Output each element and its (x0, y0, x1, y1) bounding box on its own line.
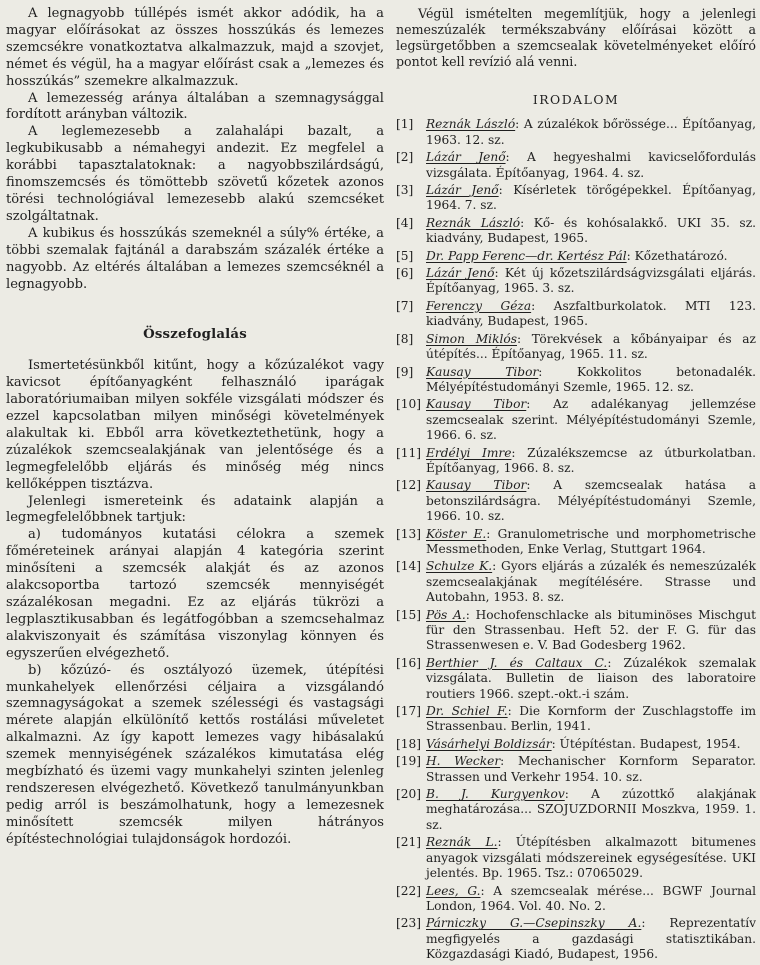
reference-item (396, 916, 756, 962)
reference-author: Lázár Jenő (426, 150, 506, 165)
reference-details: : Útépítésben alkalmazott bitumenes anyagok vizsgálati módszereinek egységesítése. UKI jelentés. Bp. 1965. Tsz.: 07065029. (426, 835, 756, 881)
reference-details: : Útépítéstan. Budapest, 1954. (551, 736, 741, 751)
reference-number: [20] (396, 787, 422, 802)
reference-item (396, 608, 756, 654)
reference-text (426, 365, 756, 396)
reference-item (396, 299, 756, 330)
reference-author: Berthier J. és Caltaux C. (426, 655, 608, 670)
reference-details: : A szemcsealak mérése... BGWF Journal London, 1964. Vol. 40. No. 2. (426, 883, 756, 913)
reference-text (426, 332, 756, 363)
reference-details: : Gyors eljárás a zúzalék és nemeszúzalék szemcsealakjának megítélésére. Strasse und Autobahn, 1953. 8. sz. (426, 559, 756, 605)
reference-text (426, 835, 756, 881)
reference-author: Kausay Tibor (426, 364, 539, 379)
reference-author: Schulze K. (426, 559, 493, 574)
left-column (6, 6, 384, 849)
reference-details: : A szemcsealak hatása a betonszilárdságra. Mélyépítéstudományi Szemle, 1966. 10. sz. (426, 478, 756, 524)
reference-details: : Hochofenschlacke als bituminöses Mischgut für den Strassenbau. Heft 52. der F. G. für das Strassenwesen e. V. Bad Godesberg 1962. (426, 607, 756, 653)
reference-item (396, 704, 756, 735)
reference-number: [18] (396, 736, 422, 751)
reference-item (396, 835, 756, 881)
reference-details: : Mechanischer Kornform Separator. Strassen und Verkehr 1954. 10. sz. (426, 754, 756, 784)
reference-text (426, 397, 756, 443)
reference-item (396, 737, 756, 752)
reference-author: Lázár Jenő (426, 266, 495, 281)
reference-item (396, 332, 756, 363)
reference-author: Dr. Schiel F. (426, 704, 508, 719)
reference-number: [7] (396, 298, 414, 313)
paragraph: Jelenlegi ismereteink és adataink alapján a legmegfelelőbbnek tartjuk: (6, 493, 384, 526)
paragraph: A lemezesség aránya általában a szemnagysággal fordított arányban változik. (6, 90, 384, 123)
reference-details: : Zúzalékszemcse az útburkolatban. Építőanyag, 1966. 8. sz. (426, 445, 757, 475)
reference-author: Ferenczy Géza (426, 298, 532, 313)
reference-text (426, 266, 756, 297)
reference-list (396, 117, 756, 962)
reference-author: Kausay Tibor (426, 478, 527, 493)
reference-details: : Az adalékanyag jellemzése szemcsealak szerint. Mélyépítéstudományi Szemle, 1966. 6. sz. (426, 397, 756, 443)
section-heading: Összefoglalás (143, 327, 247, 343)
reference-text (426, 704, 756, 735)
reference-text (426, 478, 756, 524)
reference-number: [17] (396, 704, 422, 719)
reference-text (426, 117, 756, 148)
reference-text (426, 446, 756, 477)
reference-item (396, 249, 756, 264)
reference-number: [8] (396, 331, 414, 346)
reference-author: Lázár Jenő (426, 183, 499, 198)
reference-item (396, 527, 756, 558)
reference-number: [6] (396, 266, 414, 281)
reference-text (426, 527, 756, 558)
paragraph: A kubikus és hosszúkás szemeknél a súly% értéke, a többi szemalak fajtánál a darabszám százalék értéke a nagyobb. Az eltérés általában a lemezes szemcséknél a legnagyobb. (6, 225, 384, 292)
reference-text (426, 916, 756, 962)
reference-item (396, 787, 756, 833)
reference-text (426, 884, 756, 915)
reference-text (426, 656, 756, 702)
reference-item (396, 397, 756, 443)
reference-author: Kausay Tibor (426, 397, 527, 412)
reference-number: [13] (396, 526, 422, 541)
reference-details: : Zúzalékok szemalak vizsgálata. Bulletin de liaison des laboratoire routiers 1966. szept.-okt.-i szám. (426, 655, 757, 701)
reference-author: Reznák L. (426, 835, 498, 850)
reference-author: Reznák László (426, 117, 516, 132)
reference-number: [23] (396, 916, 422, 931)
reference-text (426, 608, 756, 654)
reference-text (426, 150, 756, 181)
reference-details: : Kokkolitos betonadalék. Mélyépítéstudományi Szemle, 1965. 12. sz. (426, 364, 756, 394)
right-column (396, 6, 756, 965)
reference-number: [3] (396, 183, 414, 198)
reference-item (396, 365, 756, 396)
reference-number: [16] (396, 655, 422, 670)
closing-paragraph: Végül ismételten megemlítjük, hogy a jelenlegi nemeszúzalék termékszabvány előírásai között a legsürgetőbben a szemcsealak követelményeket előíró pontot kell revízió alá venni. (396, 6, 756, 69)
reference-number: [4] (396, 215, 414, 230)
reference-details: : Granulometrische und morphometrische Messmethoden, Enke Verlag, Stuttgart 1964. (426, 526, 757, 556)
reference-number: [11] (396, 445, 422, 460)
reference-text (426, 787, 756, 833)
reference-number: [21] (396, 835, 422, 850)
reference-author: H. Wecker (426, 754, 501, 769)
reference-author: Köster E. (426, 526, 487, 541)
reference-number: [22] (396, 883, 422, 898)
reference-author: Vásárhelyi Boldizsár (426, 736, 552, 751)
reference-details: : Aszfaltburkolatok. MTI 123. kiadvány, Budapest, 1965. (426, 298, 757, 329)
reference-text (426, 299, 756, 330)
reference-item (396, 754, 756, 785)
reference-text (426, 183, 756, 214)
reference-item (396, 656, 756, 702)
reference-details: : A hegyeshalmi kavicselőfordulás vizsgálata. Építőanyag, 1964. 4. sz. (426, 150, 756, 180)
reference-item (396, 884, 756, 915)
list-item-a: a) tudományos kutatási célokra a szemek főméreteinek arányai alapján 4 kategória szerint minősíteni a szemcsék alakját és az azonos alakcsoportba tartozó szemcsék mennyiségét százalékosan megadni. Ez az eljárás tükrözi a legplasztikusabban és legátfogóbban a szemcsehalmaz alakviszonyait és számítása viszonylag könnyen és egyszerűen elvégezhető. (6, 527, 384, 661)
reference-author: B. J. Kurgyenkov (426, 787, 565, 802)
reference-author: Erdélyi Imre (426, 445, 512, 460)
reference-author: Pös A. (426, 607, 466, 622)
reference-author: Lees, G. (426, 883, 481, 898)
reference-details: : Kő- és kohósalakkő. UKI 35. sz. kiadvány, Budapest, 1965. (426, 215, 756, 246)
reference-author: Simon Miklós (426, 331, 517, 346)
reference-details: : A zúzalékok bőrössége... Építőanyag, 1963. 12. sz. (426, 117, 756, 147)
reference-number: [9] (396, 364, 414, 379)
reference-text (426, 249, 756, 264)
reference-number: [5] (396, 248, 414, 263)
reference-number: [12] (396, 478, 422, 493)
reference-text (426, 216, 756, 247)
list-item-b: b) kőzúzó- és osztályozó üzemek, útépítési munkahelyek ellenőrzési céljaira a vizsgálandó szemnagyságokat a szemek szélességi és vastagsági mérete alapján elkülönítő kettős rostálási műveletet alkalmazni. Az így kapott lemezes vagy hibásalakú szemek mennyiségének százalékos kimutatása elég megbízható és üzemi vagy munkahelyi szinten jelenleg rendszeresen elvégezhető. Következő tanulmányunkban pedig arról is beszámolhatunk, hogy a lemezesnek minősített szemcsék milyen hátrányos építéstechnológiai tulajdonságok hordozói. (6, 662, 384, 847)
reference-item (396, 117, 756, 148)
reference-item (396, 446, 756, 477)
reference-item (396, 150, 756, 181)
references-heading: IRODALOM (532, 92, 620, 107)
reference-details: : Kőzethatározó. (626, 248, 728, 263)
paragraph: A legnagyobb túllépés ismét akkor adódik, ha a magyar előírásokat az összes hosszúkás és lemezes szemcsékre vonatkoztatva alkalmazzuk, majd a szovjet, német és végül, ha a magyar előírást csak a „lemezes és hosszúkás” szemekre alkalmazzuk. (6, 6, 384, 89)
reference-text (426, 737, 756, 752)
reference-text (426, 559, 756, 605)
reference-author: Dr. Papp Ferenc—dr. Kertész Pál (426, 248, 627, 263)
reference-number: [14] (396, 559, 422, 574)
reference-details: : Kísérletek törőgépekkel. Építőanyag, 1964. 7. sz. (426, 183, 756, 213)
reference-item (396, 216, 756, 247)
reference-details: : Reprezentatív megfigyelés a gazdasági statisztikában. Közgazdasági Kiadó, Budapest, 1956. (426, 916, 756, 962)
reference-item (396, 559, 756, 605)
paragraph: Ismertetésünkből kitűnt, hogy a kőzúzalékot vagy kavicsot építőanyagként felhasználó iparágak laboratóriumaiban milyen sokféle vizsgálati módszer és ezzel kapcsolatban milyen minőségi követelmények alakultak ki. Ebből arra következtethetünk, hogy a zúzalékok szemcsealakjának van jelentősége és a legmegfelelőbb eljárás és minőség még nincs kellőképpen tisztázva. (6, 358, 384, 492)
reference-author: Reznák László (426, 215, 521, 230)
reference-item (396, 478, 756, 524)
reference-item (396, 183, 756, 214)
reference-details: : Die Kornform der Zuschlagstoffe im Strassenbau. Berlin, 1941. (426, 704, 757, 734)
paragraph: A leglemezesebb a zalahalápi bazalt, a legkubikusabb a némahegyi andezit. Ez megfelel a korábbi tapasztalatoknak: a nagyobbszilárdságú, finomszemcsés és tömöttebb szövetű kőzetek azonos törési technológiával lemezesebb alakú szemcséket szolgáltatnak. (6, 124, 384, 224)
reference-number: [1] (396, 117, 414, 132)
reference-author: Párniczky G.—Csepinszky A. (426, 916, 642, 931)
reference-text (426, 754, 756, 785)
reference-item (396, 266, 756, 297)
reference-details: : Két új kőzetszilárdságvizsgálati eljárás. Építőanyag, 1965. 3. sz. (426, 266, 756, 296)
reference-details: : A zúzottkő alakjának meghatározása... SZOJUZDORNII Moszkva, 1959. 1. sz. (426, 787, 756, 832)
reference-details: : Törekvések a kőbányaipar és az útépítés... Építőanyag, 1965. 11. sz. (426, 331, 756, 362)
reference-number: [2] (396, 150, 414, 165)
reference-number: [19] (396, 754, 422, 769)
reference-number: [10] (396, 397, 422, 412)
reference-number: [15] (396, 607, 422, 622)
